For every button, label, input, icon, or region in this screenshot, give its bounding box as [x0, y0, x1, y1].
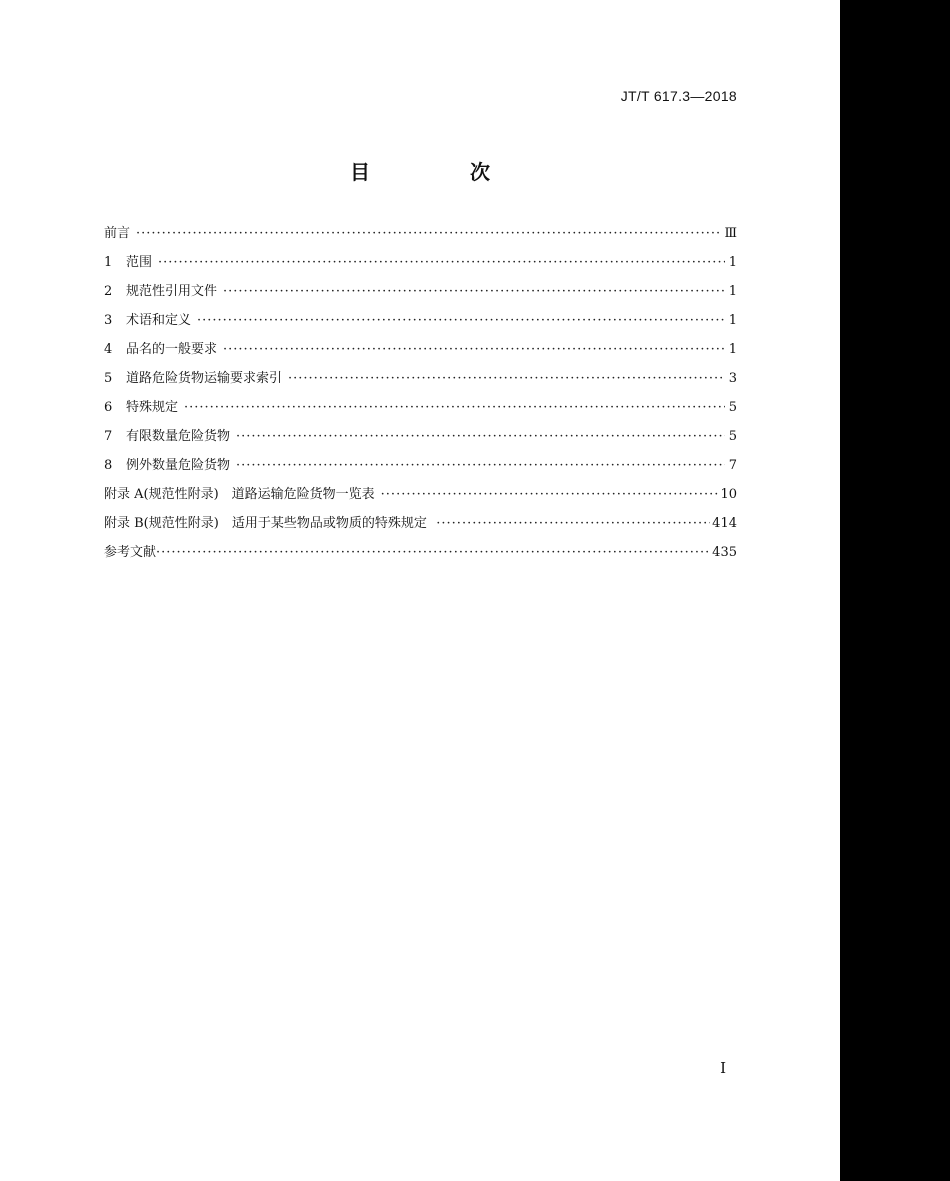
- toc-leader-dots: [436, 516, 710, 531]
- toc-entry-number: 7: [104, 429, 113, 444]
- toc-leader-dots: [156, 545, 710, 560]
- toc-entry-page: 3: [728, 371, 737, 386]
- toc-entry-page: 10: [720, 487, 737, 502]
- toc-entry-label: 例外数量危险货物: [126, 458, 231, 473]
- toc-entry-requirements-index[interactable]: [104, 367, 737, 396]
- toc-entry-label: 范围: [126, 255, 153, 270]
- toc-entry-terms-definitions[interactable]: [104, 309, 737, 338]
- toc-entry-label: 特殊规定: [126, 400, 179, 415]
- toc-entry-label: 道路危险货物运输要求索引: [126, 371, 283, 386]
- toc-entry-page: 435: [712, 545, 737, 560]
- toc-entry-label: 术语和定义: [126, 313, 192, 328]
- toc-entry-page: 1: [728, 313, 737, 328]
- toc-leader-dots: [236, 429, 725, 444]
- toc-entry-annex-b[interactable]: [104, 512, 737, 541]
- toc-entry-number: 1: [104, 255, 113, 270]
- toc-entry-page: 1: [728, 284, 737, 299]
- toc-entry-page: Ⅲ: [724, 226, 737, 241]
- toc-entry-limited-quantities[interactable]: [104, 425, 737, 454]
- toc-entry-scope[interactable]: [104, 251, 737, 280]
- page-number: I: [720, 1059, 726, 1077]
- toc-entry-page: 414: [712, 516, 737, 531]
- toc-entry-label: 规范性引用文件: [126, 284, 218, 299]
- toc-entry-number: 2: [104, 284, 113, 299]
- toc-entry-number: 3: [104, 313, 113, 328]
- toc-entry-bibliography[interactable]: [104, 541, 737, 570]
- standard-code: JT/T 617.3—2018: [620, 88, 737, 104]
- toc-leader-dots: [136, 226, 722, 241]
- table-of-contents: [104, 222, 737, 570]
- toc-leader-dots: [184, 400, 725, 415]
- toc-leader-dots: [381, 487, 719, 502]
- toc-entry-general-requirements[interactable]: [104, 338, 737, 367]
- toc-leader-dots: [223, 342, 725, 357]
- toc-entry-special-provisions[interactable]: [104, 396, 737, 425]
- toc-leader-dots: [223, 284, 725, 299]
- toc-entry-page: 1: [728, 342, 737, 357]
- toc-entry-page: 5: [728, 400, 737, 415]
- toc-entry-annex-a[interactable]: [104, 483, 737, 512]
- toc-entry-excepted-quantities[interactable]: [104, 454, 737, 483]
- toc-leader-dots: [236, 458, 725, 473]
- toc-entry-page: 7: [728, 458, 737, 473]
- toc-entry-number: 5: [104, 371, 113, 386]
- toc-entry-number: 6: [104, 400, 113, 415]
- toc-entry-label: 附录 A(规范性附录) 道路运输危险货物一览表: [104, 487, 375, 502]
- toc-entry-label: 附录 B(规范性附录) 适用于某些物品或物质的特殊规定: [104, 516, 427, 531]
- toc-entry-normative-references[interactable]: [104, 280, 737, 309]
- toc-entry-label: 参考文献: [104, 545, 157, 560]
- toc-entry-label: 前言: [104, 226, 131, 241]
- toc-entry-page: 1: [728, 255, 737, 270]
- toc-leader-dots: [288, 371, 725, 386]
- toc-entry-label: 品名的一般要求: [126, 342, 218, 357]
- toc-entry-label: 有限数量危险货物: [126, 429, 231, 444]
- toc-leader-dots: [197, 313, 725, 328]
- toc-entry-number: 4: [104, 342, 113, 357]
- toc-entry-page: 5: [728, 429, 737, 444]
- toc-entry-foreword[interactable]: [104, 222, 737, 251]
- toc-leader-dots: [158, 255, 725, 270]
- toc-entry-number: 8: [104, 458, 113, 473]
- toc-title: 目 次: [350, 160, 530, 184]
